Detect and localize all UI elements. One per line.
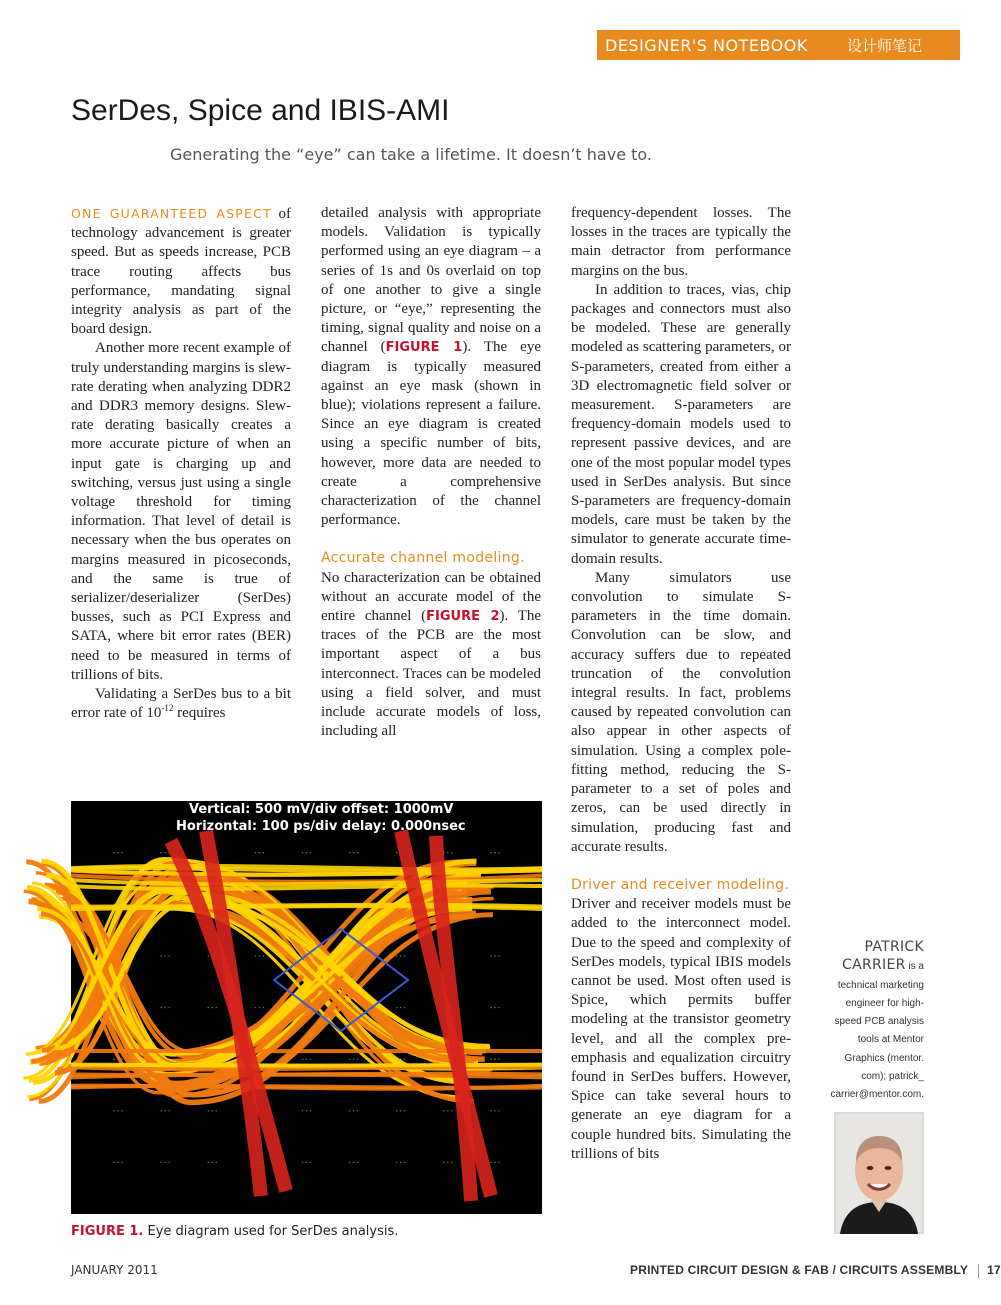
eye-trace: [71, 1074, 542, 1075]
grid-dot: [306, 1110, 308, 1112]
article-deck: Generating the “eye” can take a lifetime. It doesn’t have to.: [170, 145, 652, 164]
subhead-driver-receiver: Driver and receiver modeling.: [571, 876, 790, 893]
grid-dot: [259, 1007, 261, 1009]
grid-dot: [396, 1162, 398, 1164]
grid-dot: [494, 1110, 496, 1112]
author-first-name: PATRICK: [864, 939, 924, 955]
grid-dot: [404, 1162, 406, 1164]
grid-dot: [349, 852, 351, 854]
grid-dot: [310, 1110, 312, 1112]
text-column-2: [321, 204, 541, 741]
grid-dot: [490, 1007, 492, 1009]
grid-dot: [113, 852, 115, 854]
grid-dot: [400, 955, 402, 957]
grid-dot: [443, 1110, 445, 1112]
grid-dot: [357, 852, 359, 854]
bio-line: speed PCB analysis: [834, 1016, 924, 1028]
grid-dot: [212, 1162, 214, 1164]
grid-dot: [117, 1110, 119, 1112]
grid-dot: [263, 852, 265, 854]
grid-dot: [443, 1162, 445, 1164]
paragraph: Many simulators use convolution to simulate S-parameters in the time domain. Convolution can be slow, and accuracy suffers due to repeated truncation of the convolution integral results. In fact, problems caused by repeated convolution can also appear in other aspects of simulation. Using a complex pole-fitting method, reducing the S-parameter to a set of poles and zeros, can be used directly in simulation, producing fast and accurate results.: [571, 569, 791, 855]
subhead-channel-modeling: Accurate channel modeling.: [321, 550, 525, 567]
grid-dot: [404, 1007, 406, 1009]
figure-label: FIGURE 1.: [71, 1224, 144, 1239]
paragraph: ONE GUARANTEED ASPECT of technology advancement is greater speed. But as speeds increase, PCB trace routing affects bus performance, mandating signal integrity analysis as part of the board design.: [71, 206, 292, 338]
grid-dot: [494, 852, 496, 854]
author-photo: [834, 1112, 924, 1234]
grid-dot: [259, 852, 261, 854]
grid-dot: [490, 1058, 492, 1060]
grid-dot: [306, 1162, 308, 1164]
eye-trace: [71, 1051, 542, 1052]
paragraph: In addition to traces, vias, chip packages and connectors must also be modeled. These are generally modeled as scattering parameters, or S-parameters, created from either a 3D electromagnetic field solver or measurement. S-parameters are frequency-domain models used to represent passive devices, and are one of the most popular model types used in SerDes analysis. But since S-parameters are frequency-domain models, care must be taken by the simulator to generate accurate time-domain results.: [571, 281, 791, 567]
grid-dot: [396, 852, 398, 854]
grid-dot: [490, 1110, 492, 1112]
grid-dot: [404, 955, 406, 957]
grid-dot: [400, 1007, 402, 1009]
author-bio: PATRICK CARRIER is a technical marketing engineer for high- speed PCB analysis tools at Mentor Graphics (mentor. com); patrick_ carrier@mentor.com.: [830, 938, 924, 1105]
grid-dot: [117, 852, 119, 854]
grid-dot: [494, 1162, 496, 1164]
grid-dot: [216, 1162, 218, 1164]
author-last-name: CARRIER: [842, 957, 906, 974]
grid-dot: [498, 1162, 500, 1164]
paragraph: Another more recent example of truly understanding margins is slew-rate derating when analyzing DDR2 and DDR3 memory designs. Slew-rate derating basically creates a more accurate picture of when an input gate is charging up and switching, versus just using a single voltage threshold for timing information. That level of detail is necessary when the bus operates on margins measured in picoseconds, and the same is true of serializer/deserializer (SerDes) busses, such as PCI Express and SATA, where bit error rates (BER) need to be measured in terms of trillions of bits.: [71, 340, 291, 683]
grid-dot: [357, 1110, 359, 1112]
grid-dot: [212, 1007, 214, 1009]
issue-date: JANUARY 2011: [71, 1263, 158, 1277]
grid-dot: [490, 852, 492, 854]
grid-dot: [113, 1058, 115, 1060]
grid-dot: [302, 852, 304, 854]
grid-dot: [302, 1110, 304, 1112]
grid-dot: [216, 1007, 218, 1009]
grid-dot: [168, 1162, 170, 1164]
bio-line: carrier@mentor.com.: [830, 1089, 924, 1101]
article-title: SerDes, Spice and IBIS-AMI: [71, 94, 450, 127]
grid-dot: [168, 955, 170, 957]
paragraph: Accurate channel modeling. No characterization can be obtained without an accurate model of the entire channel (FIGURE 2). The traces of the PCB are the most important aspect of a bus interconnect. Traces can be modeled using a field solver, and must include accurate models of loss, including all: [321, 550, 542, 740]
grid-dot: [160, 1110, 162, 1112]
grid-dot: [208, 1110, 210, 1112]
grid-dot: [349, 1162, 351, 1164]
grid-dot: [208, 1162, 210, 1164]
text-column-3: [571, 204, 791, 1164]
grid-dot: [451, 1162, 453, 1164]
grid-dot: [353, 1058, 355, 1060]
grid-dot: [400, 1162, 402, 1164]
grid-dot: [447, 1162, 449, 1164]
grid-dot: [263, 955, 265, 957]
figure-caption: FIGURE 1. Eye diagram used for SerDes analysis.: [71, 1224, 399, 1239]
grid-dot: [400, 1110, 402, 1112]
footer-divider: [978, 1264, 979, 1278]
grid-dot: [490, 955, 492, 957]
grid-dot: [306, 1058, 308, 1060]
grid-dot: [498, 1058, 500, 1060]
grid-dot: [160, 1007, 162, 1009]
grid-dot: [255, 1007, 257, 1009]
grid-dot: [164, 1162, 166, 1164]
grid-dot: [117, 1162, 119, 1164]
grid-dot: [113, 1162, 115, 1164]
grid-dot: [310, 852, 312, 854]
grid-dot: [396, 1110, 398, 1112]
grid-dot: [396, 955, 398, 957]
grid-dot: [164, 1110, 166, 1112]
section-label: DESIGNER'S NOTEBOOK: [605, 35, 808, 55]
figure-1-reference[interactable]: FIGURE 1: [385, 340, 463, 356]
grid-dot: [263, 1007, 265, 1009]
grid-dot: [494, 1007, 496, 1009]
grid-dot: [494, 1058, 496, 1060]
grid-dot: [160, 852, 162, 854]
grid-dot: [451, 1110, 453, 1112]
lead-in: ONE GUARANTEED ASPECT: [71, 206, 272, 221]
eye-traces: [23, 831, 542, 1201]
grid-dot: [208, 955, 210, 957]
page-number: 17: [987, 1263, 1001, 1277]
grid-dot: [164, 955, 166, 957]
grid-dot: [302, 1058, 304, 1060]
section-label-chinese: 设计师笔记: [846, 36, 922, 55]
grid-dot: [216, 1110, 218, 1112]
grid-dot: [208, 1007, 210, 1009]
grid-dot: [353, 1110, 355, 1112]
bio-line: engineer for high-: [845, 997, 924, 1009]
grid-dot: [353, 852, 355, 854]
grid-dot: [164, 852, 166, 854]
paragraph: detailed analysis with appropriate models. Validation is typically performed using an eye diagram – a series of 1s and 0s overlaid on top of one another to give a single picture, or “eye,” representing the timing, signal quality and noise on a channel (FIGURE 1). The eye diagram is typically measured against an eye mask (shown in blue); violations represent a failure. Since an eye diagram is created using a specific number of bits, however, more data are needed to create a comprehensive characterization of the channel performance.: [321, 205, 541, 529]
grid-dot: [212, 1110, 214, 1112]
scope-horizontal-setting: Horizontal: 100 ps/div delay: 0.000nsec: [176, 819, 466, 834]
grid-dot: [447, 1110, 449, 1112]
publication-footer: [630, 1263, 1001, 1278]
grid-dot: [255, 955, 257, 957]
grid-dot: [349, 1058, 351, 1060]
paragraph: Driver and receiver modeling. Driver and receiver models must be added to the interconnect model. Due to the speed and complexity of SerDes models, typical IBIS models cannot be used. Most often used is Spice, which permits buffer modeling at the transistor geometry level, and all the complex pre-emphasis and equalization circuitry found in SerDes buffers. However, Spice can take several hours to generate an eye diagram for a couple hundred bits. Simulating the trillions of bits: [571, 876, 791, 1162]
grid-dot: [310, 1058, 312, 1060]
scope-vertical-setting: Vertical: 500 mV/div offset: 1000mV: [189, 802, 454, 817]
grid-dot: [451, 852, 453, 854]
eye-diagram-figure: [71, 801, 542, 1214]
grid-dot: [498, 852, 500, 854]
grid-dot: [357, 1162, 359, 1164]
eye-trace: [71, 1065, 542, 1066]
grid-dot: [404, 1058, 406, 1060]
grid-dot: [498, 1007, 500, 1009]
grid-dot: [353, 1162, 355, 1164]
grid-dot: [357, 1058, 359, 1060]
grid-dot: [396, 1007, 398, 1009]
grid-dot: [164, 1007, 166, 1009]
grid-dot: [447, 852, 449, 854]
grid-dot: [310, 1162, 312, 1164]
eye-diagram-plot: [71, 801, 542, 1214]
grid-dot: [160, 1162, 162, 1164]
grid-dot: [160, 955, 162, 957]
grid-dot: [498, 955, 500, 957]
grid-dot: [306, 852, 308, 854]
grid-dot: [259, 955, 261, 957]
bio-line: Graphics (mentor.: [844, 1052, 924, 1064]
grid-dot: [490, 1162, 492, 1164]
eye-trace: [71, 905, 542, 907]
grid-dot: [349, 1110, 351, 1112]
section-banner: [597, 30, 960, 60]
figure-2-reference[interactable]: FIGURE 2: [426, 609, 500, 625]
grid-dot: [404, 1110, 406, 1112]
grid-dot: [255, 852, 257, 854]
text-column-1: [71, 204, 291, 723]
grid-dot: [121, 1162, 123, 1164]
grid-dot: [121, 852, 123, 854]
grid-dot: [498, 1110, 500, 1112]
bio-line: com); patrick_: [861, 1071, 924, 1083]
grid-dot: [168, 1110, 170, 1112]
grid-dot: [113, 1110, 115, 1112]
bio-line: technical marketing: [837, 979, 924, 991]
paragraph: Validating a SerDes bus to a bit error rate of $10^{-12}$ requires: [71, 686, 291, 722]
grid-dot: [121, 1110, 123, 1112]
publication-name: PRINTED CIRCUIT DESIGN & FAB / CIRCUITS ASSEMBLY: [630, 1263, 969, 1277]
grid-dot: [168, 1007, 170, 1009]
grid-dot: [494, 955, 496, 957]
grid-dot: [302, 1162, 304, 1164]
paragraph: frequency-dependent losses. The losses in the traces are typically the main detractor from performance margins on the bus.: [571, 205, 791, 279]
bio-line: tools at Mentor: [857, 1034, 924, 1046]
